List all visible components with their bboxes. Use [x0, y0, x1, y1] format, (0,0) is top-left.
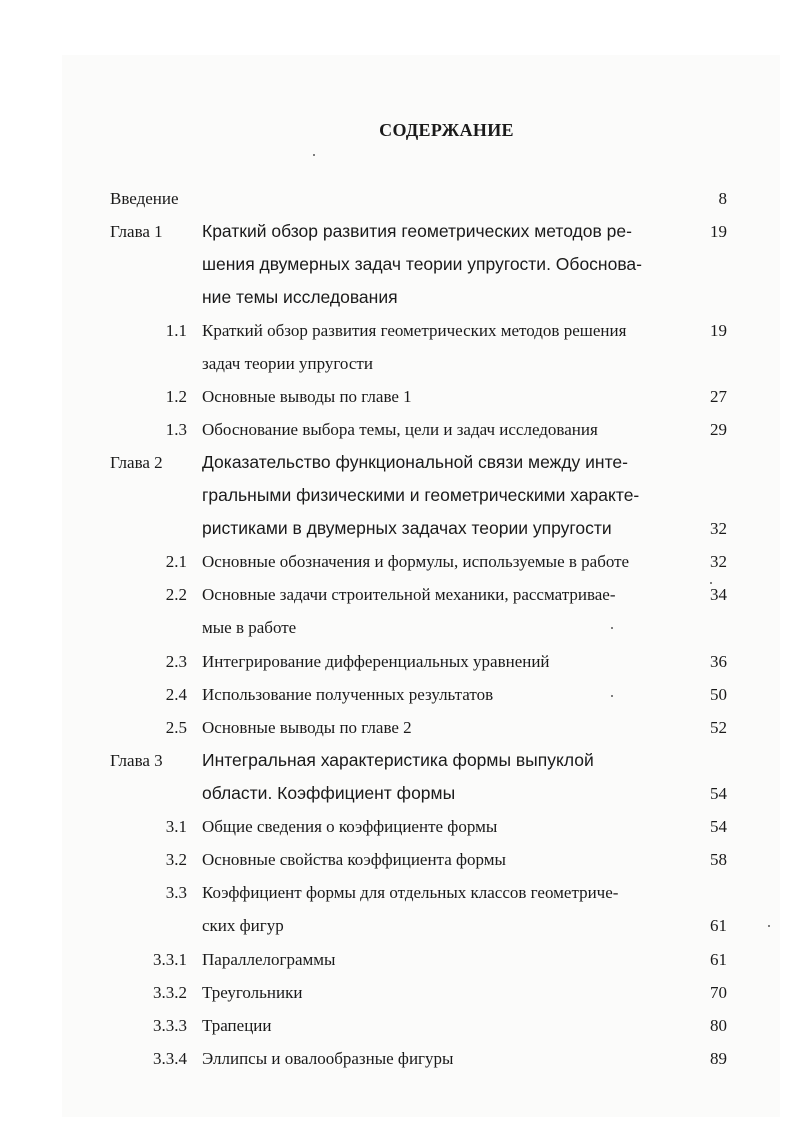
toc-entry-title	[202, 943, 680, 976]
toc-page-number: 52	[710, 718, 727, 737]
toc-title-line: шения двумерных задач теории упругости. Обоснова-	[202, 254, 642, 274]
toc-page-number: 27	[710, 387, 727, 406]
toc-entry-title	[202, 810, 680, 843]
toc-entry-title	[202, 976, 680, 1009]
toc-section-number: 3.3.4	[153, 1049, 187, 1068]
toc-page-number: 70	[710, 983, 727, 1002]
toc-title-line: Основные свойства коэффициента формы	[202, 850, 506, 869]
toc-entry-title	[202, 876, 680, 942]
toc-page-number: 36	[710, 652, 727, 671]
toc-chapter-label: Глава 3	[110, 751, 163, 770]
toc-section-number: 3.3.3	[153, 1016, 187, 1035]
toc-section-number: 2.1	[165, 552, 187, 571]
toc-section-number: 3.3.1	[153, 950, 187, 969]
toc-entry-title: Введение	[110, 189, 179, 208]
toc-title-line: Коэффициент формы для отдельных классов геометриче-	[202, 883, 619, 902]
toc-title-line: Основные выводы по главе 2	[202, 718, 412, 737]
toc-title-line: Эллипсы и овалообразные фигуры	[202, 1049, 454, 1068]
toc-title-line: ристиками в двумерных задачах теории упругости	[202, 518, 612, 538]
toc-chapter-label: Глава 1	[110, 222, 163, 241]
toc-page-number: 34	[710, 585, 727, 604]
toc-title-line: Использование полученных результатов	[202, 685, 494, 704]
toc-title-line: Треугольники	[202, 983, 303, 1002]
toc-title-line: области. Коэффициент формы	[202, 783, 456, 803]
toc-section-number: 3.2	[165, 850, 187, 869]
toc-entry-title	[202, 446, 680, 545]
toc-entry-title	[202, 545, 680, 578]
toc-title-line: ние темы исследования	[202, 287, 398, 307]
toc-page-number: 32	[710, 519, 727, 538]
toc-page-number: 19	[710, 222, 727, 241]
toc-section-number: 3.3	[165, 883, 187, 902]
toc-entry-title	[202, 678, 680, 711]
toc-section-number: 2.2	[165, 585, 187, 604]
toc-title-line: Основные выводы по главе 1	[202, 387, 412, 406]
toc-title-line: Трапеции	[202, 1016, 272, 1035]
toc-entry-title	[202, 578, 680, 644]
toc-title-line: Общие сведения о коэффициенте формы	[202, 817, 498, 836]
toc-page-number: 54	[710, 817, 727, 836]
toc-page-number: 58	[710, 850, 727, 869]
toc-page-number: 19	[710, 321, 727, 340]
toc-title-line: Краткий обзор развития геометрических методов решения	[202, 321, 627, 340]
toc-page-number: 61	[710, 916, 727, 935]
toc-section-number: 3.3.2	[153, 983, 187, 1002]
toc-chapter-label: Глава 2	[110, 453, 163, 472]
toc-entry-title	[202, 314, 680, 380]
toc-page-number: 89	[710, 1049, 727, 1068]
toc-section-number: 2.5	[165, 718, 187, 737]
toc-page-number: 50	[710, 685, 727, 704]
toc-page-number: 8	[718, 189, 727, 208]
toc-entry-title	[202, 413, 680, 446]
toc-title-line: мые в работе	[202, 618, 297, 637]
toc-title-line: Краткий обзор развития геометрических методов ре-	[202, 221, 632, 241]
toc-page-number: 61	[710, 950, 727, 969]
scan-speck	[611, 627, 613, 629]
toc-title-line: Интегральная характеристика формы выпуклой	[202, 750, 594, 770]
toc-title-line: Интегрирование дифференциальных уравнений	[202, 652, 550, 671]
toc-title-line: Основные задачи строительной механики, рассматривае-	[202, 585, 616, 604]
page-title: СОДЕРЖАНИЕ	[379, 120, 514, 140]
scan-speck	[710, 582, 712, 584]
toc-title-line: Доказательство функциональной связи между инте-	[202, 452, 628, 472]
scan-speck	[768, 925, 770, 927]
toc-page-number: 54	[710, 784, 727, 803]
toc-page-number: 32	[710, 552, 727, 571]
toc-entry-title	[202, 744, 680, 810]
toc-entry-title	[202, 711, 680, 744]
scan-speck	[313, 154, 315, 156]
toc-title-line: Параллелограммы	[202, 950, 336, 969]
toc-section-number: 1.3	[165, 420, 187, 439]
toc-entry-title	[202, 215, 680, 314]
toc-title-line: ских фигур	[202, 916, 284, 935]
toc-section-number: 1.2	[165, 387, 187, 406]
toc-title-line: Обоснование выбора темы, цели и задач исследования	[202, 420, 598, 439]
scan-speck	[611, 695, 613, 697]
toc-title-line: гральными физическими и геометрическими характе-	[202, 485, 640, 505]
toc-entry-title	[202, 843, 680, 876]
toc-title-line: Основные обозначения и формулы, используемые в работе	[202, 552, 630, 571]
toc-section-number: 2.4	[165, 685, 187, 704]
toc-title-line: задач теории упругости	[202, 354, 373, 373]
toc-page-number: 29	[710, 420, 727, 439]
toc-entry-title	[202, 1009, 680, 1042]
toc-section-number: 2.3	[165, 652, 187, 671]
toc-section-number: 1.1	[165, 321, 187, 340]
toc-section-number: 3.1	[165, 817, 187, 836]
toc-entry-title	[202, 645, 680, 678]
toc-entry-title	[202, 1042, 680, 1075]
toc-page-number: 80	[710, 1016, 727, 1035]
toc-entry-title	[202, 380, 680, 413]
